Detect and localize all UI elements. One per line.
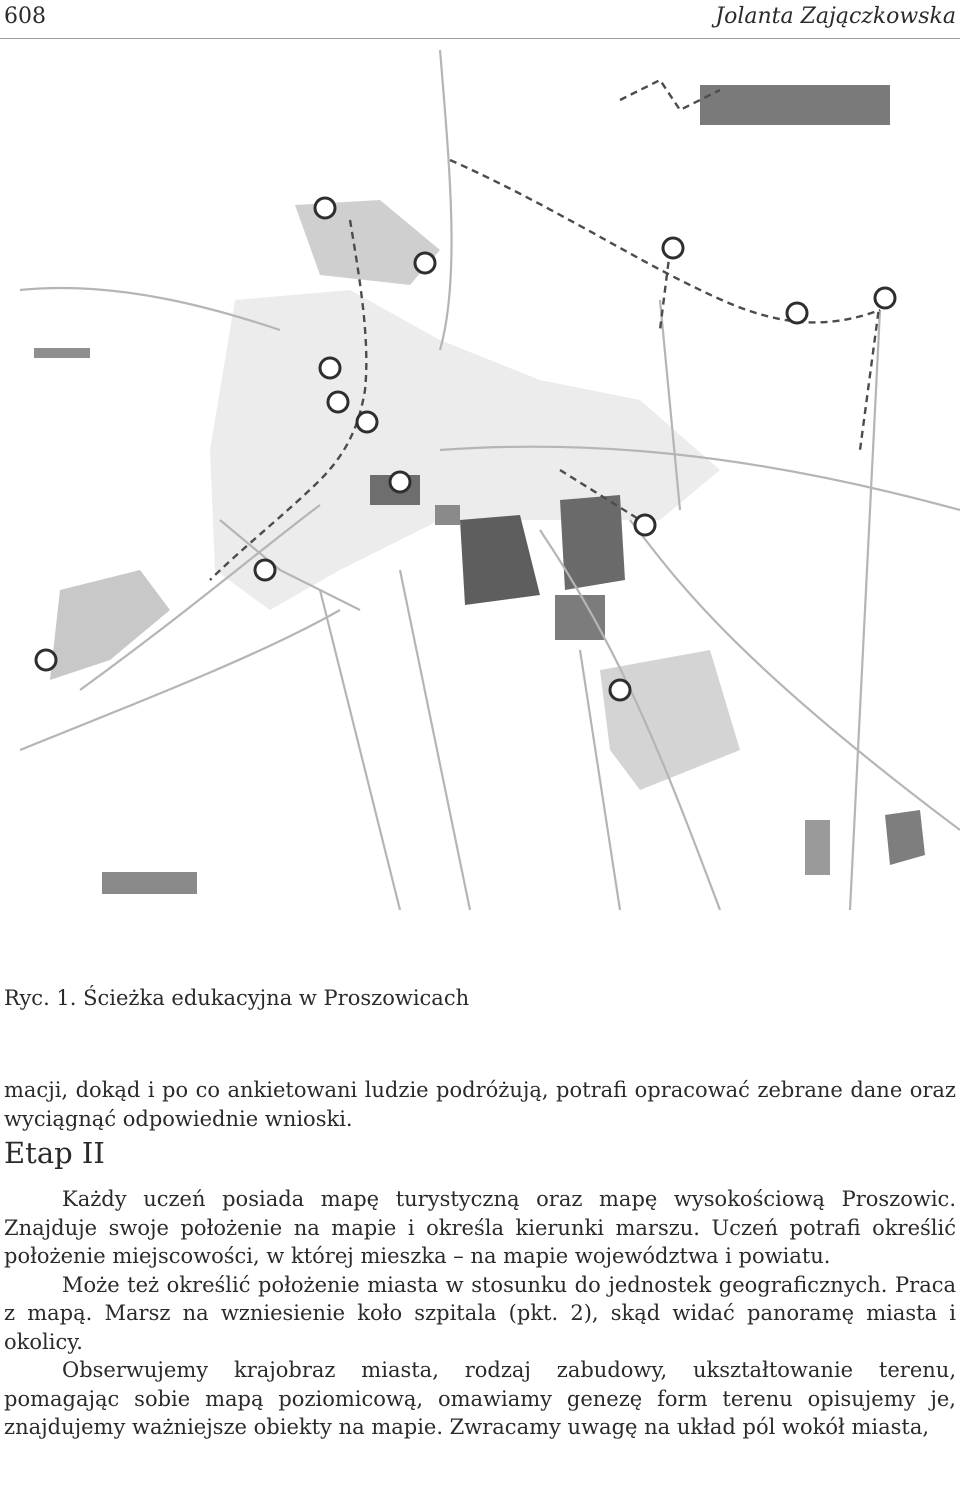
map-figure [20,50,960,910]
body-text [4,1076,956,1442]
running-author: Jolanta Zajączkowska [715,4,956,29]
paragraph-3: Może też określić położenie miasta w stosunku do jednostek geograficznych. Praca z mapą. Marsz na wzniesienie koło szpitala (pkt. 2), skąd widać panoramę miasta i okolicy. [4,1272,956,1354]
paragraph-1: macji, dokąd i po co ankietowani ludzie podróżują, potrafi opracować zebrane dane oraz wyciągnąć odpowiednie wnioski. [4,1078,956,1131]
running-header [0,0,960,39]
figure-caption: Ryc. 1. Ścieżka edukacyjna w Proszowicach [4,986,470,1010]
paragraph-4: Obserwujemy krajobraz miasta, rodzaj zabudowy, ukształtowanie terenu, pomagając sobie mapą poziomicową, omawiamy genezę form terenu opisujemy je, znajdujemy ważniejsze obiekty na mapie. Zwracamy uwagę na układ pól wokół miasta, [4,1358,956,1439]
page-number: 608 [4,4,46,29]
trail-map-image [20,50,960,910]
section-heading: Etap II [4,1136,105,1170]
paragraph-2: Każdy uczeń posiada mapę turystyczną oraz mapę wysokościową Proszowic. Znajduje swoje położenie na mapie i określa kierunki marszu. Uczeń potrafi określić położenie miejscowości, w której mieszka – na mapie województwa i powiatu. [4,1187,956,1268]
